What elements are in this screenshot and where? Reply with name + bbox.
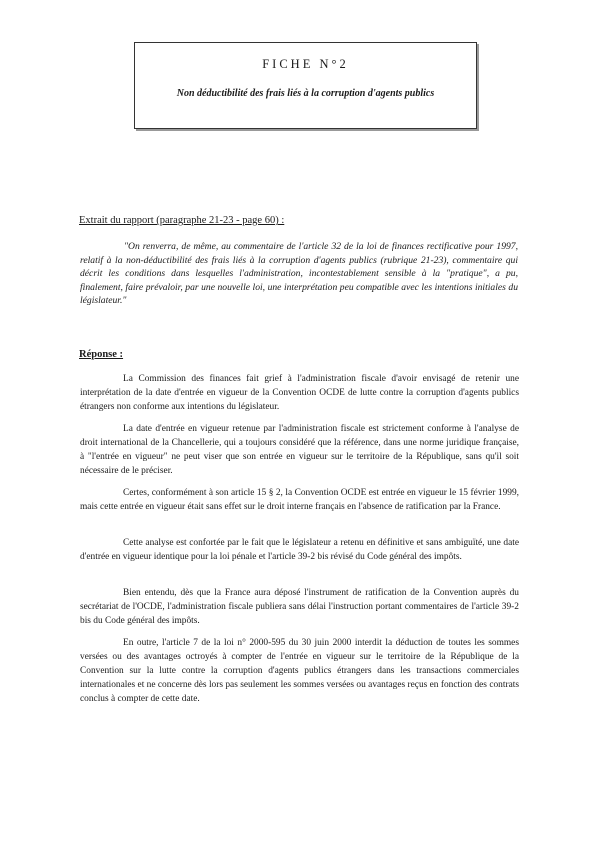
answer-paragraph-1: La Commission des finances fait grief à l'administration fiscale d'avoir envisagé de retenir une interprétation de la date d'entrée en vigueur de la Convention OCDE de lutte contre la corruption d'agents publics étrangers non conforme aux intentions du législateur. (80, 374, 519, 412)
title-box (134, 42, 477, 129)
answer-paragraph-3: Certes, conformément à son article 15 § 2, la Convention OCDE est entrée en vigueur le 15 février 1999, mais cette entrée en vigueur était sans effet sur le droit interne français en l'absence de ratification par la France. (80, 488, 519, 512)
page-subtitle: Non déductibilité des frais liés à la corruption d'agents publics (176, 88, 435, 99)
page-title: FICHE N°2 (262, 57, 349, 71)
answer-paragraph-6: En outre, l'article 7 de la loi n° 2000-595 du 30 juin 2000 interdit la déduction de toutes les sommes versées ou des avantages octroyés à compter de l'entrée en vigueur sur le territoire de la République de la Convention sur la lutte contre la corruption d'agents publics étrangers dans les transactions commerciales internationales et ne concerne dès lors pas seulement les sommes versées ou avantages reçus en fonction des contrats conclus à compter de cette date. (80, 638, 519, 704)
extract-quote: "On renverra, de même, au commentaire de l'article 32 de la loi de finances rectificative pour 1997, relatif à la non-déductibilité des frais liés à la corruption d'agents publics (rubrique 21-23), commentaire qui décrit les conditions dans lesquelles l'administration, incontestablement sensible à la "pratique", a pu, finalement, faire prévaloir, par une nouvelle loi, une interprétation peu compatible avec les intentions initiales du législateur." (80, 241, 518, 307)
extract-heading: Extrait du rapport (paragraphe 21-23 - page 60) : (79, 215, 285, 226)
answer-paragraph-2: La date d'entrée en vigueur retenue par l'administration fiscale est strictement conforme à l'analyse de droit international de la Chancellerie, qui a toujours considéré que la référence, dans une norme juridique française, à "l'entrée en vigueur" ne peut viser que son entrée en vigueur sur le territoire de la République, sans qu'il soit nécessaire de le préciser. (80, 424, 519, 476)
answer-heading: Réponse : (79, 349, 124, 360)
answer-paragraph-4: Cette analyse est confortée par le fait que le législateur a retenu en définitive et sans ambiguïté, une date d'entrée en vigueur identique pour la loi pénale et l'article 39-2 bis révisé du Code général des impôts. (80, 538, 519, 562)
answer-paragraph-5: Bien entendu, dès que la France aura déposé l'instrument de ratification de la Convention auprès du secrétariat de l'OCDE, l'administration fiscale publiera sans délai l'instruction portant commentaires de l'article 39-2 bis du Code général des impôts. (80, 588, 519, 626)
